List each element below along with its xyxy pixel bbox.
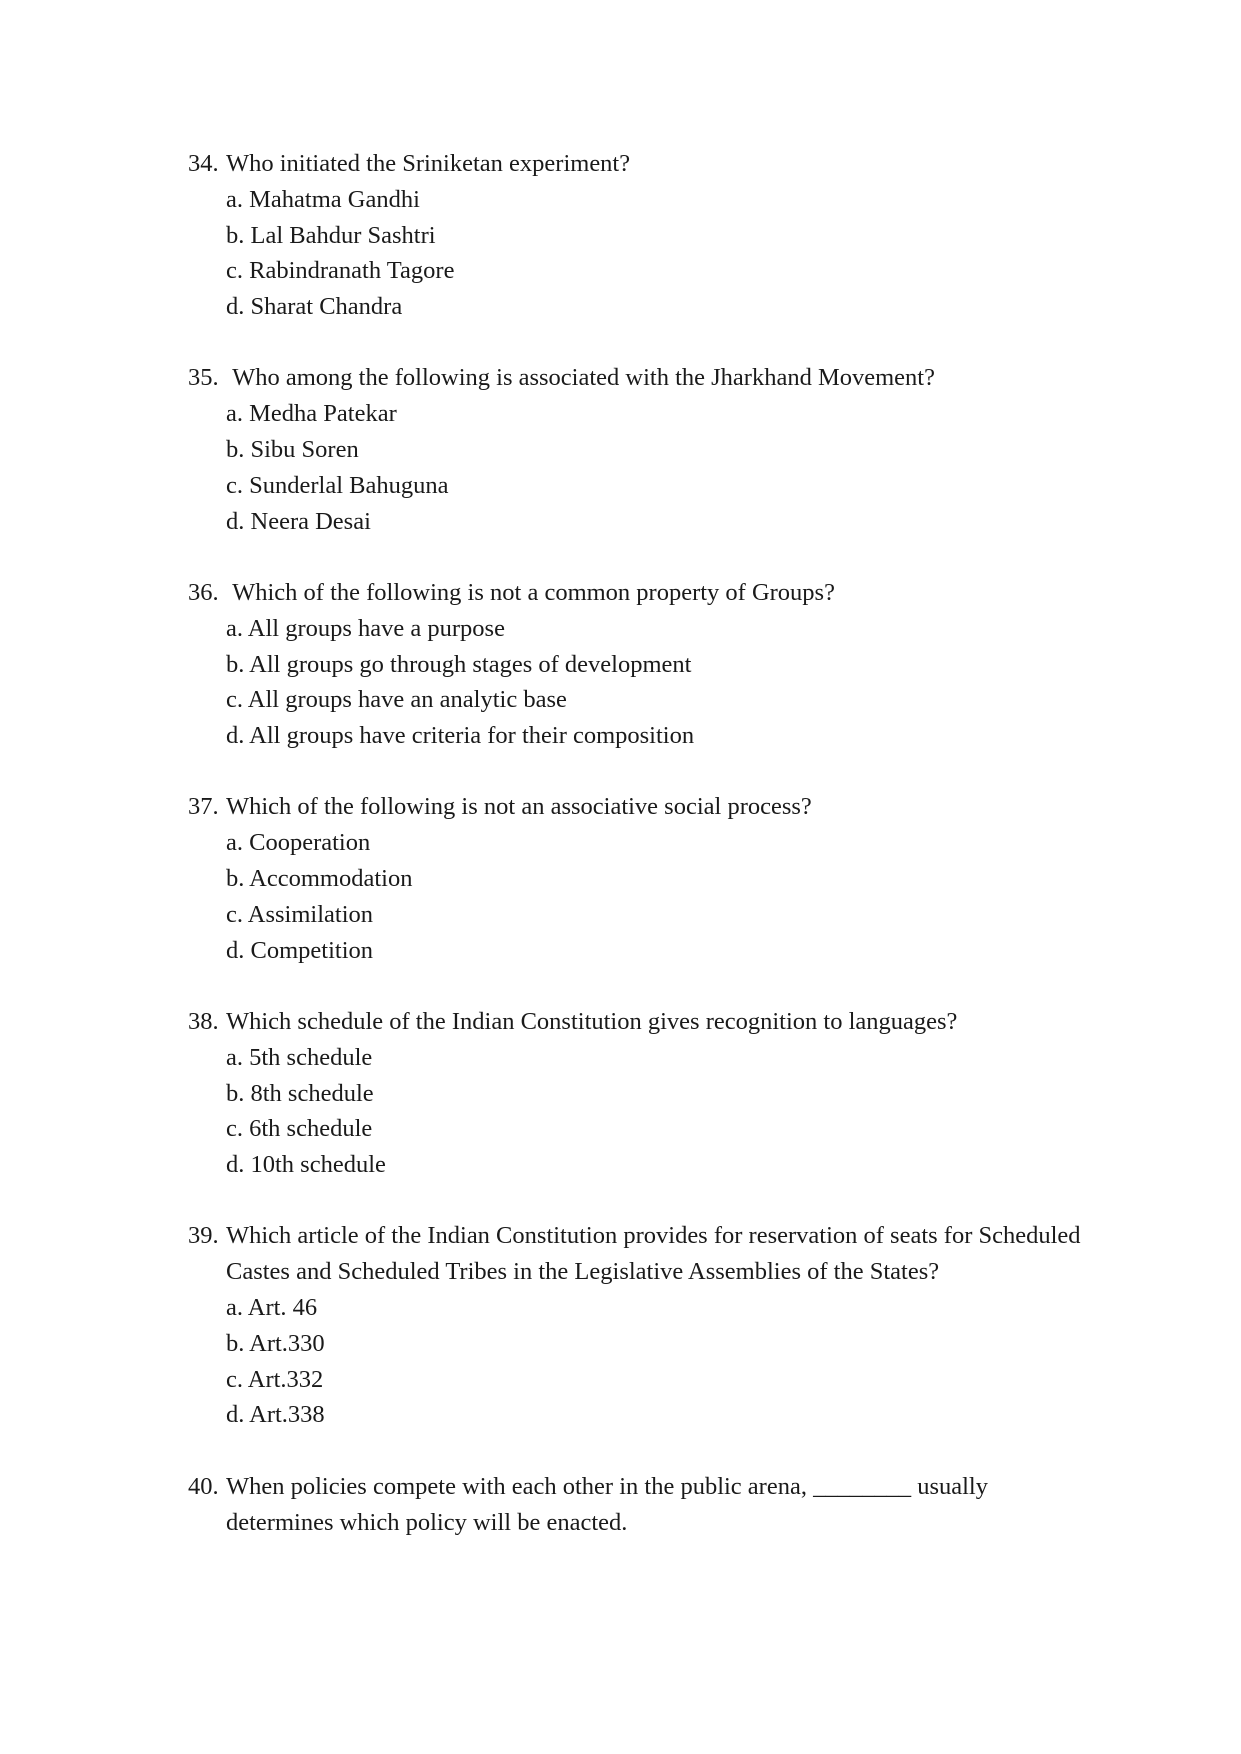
option-list bbox=[188, 1040, 1088, 1183]
answer-option: b. Sibu Soren bbox=[226, 436, 359, 464]
question-block bbox=[188, 575, 1088, 754]
answer-option: d. 10th schedule bbox=[226, 1151, 386, 1179]
question-row bbox=[188, 1004, 1088, 1040]
answer-option: a. Mahatma Gandhi bbox=[226, 185, 420, 213]
question-row bbox=[188, 146, 1088, 182]
question-text: Which of the following is not a common property of Groups? bbox=[226, 578, 835, 606]
answer-option: d. Sharat Chandra bbox=[226, 293, 403, 321]
question-number: 39. bbox=[188, 1222, 219, 1250]
answer-option: a. Art. 46 bbox=[226, 1294, 318, 1322]
option-list bbox=[188, 396, 1088, 539]
answer-option: c. Rabindranath Tagore bbox=[226, 257, 455, 285]
question-text: Who initiated the Sriniketan experiment? bbox=[226, 150, 631, 177]
question-number: 37. bbox=[188, 793, 219, 821]
answer-option: c. All groups have an analytic base bbox=[226, 686, 567, 714]
answer-option: b. Art.330 bbox=[226, 1329, 325, 1357]
answer-option: d. Art.338 bbox=[226, 1401, 325, 1429]
question-row bbox=[188, 1469, 1088, 1541]
answer-option: c. Assimilation bbox=[226, 900, 373, 928]
question-block bbox=[188, 360, 1088, 539]
option-list bbox=[188, 825, 1088, 968]
question-number: 34. bbox=[188, 150, 219, 177]
question-text: Which article of the Indian Constitution provides for reservation of seats for Scheduled Castes and Scheduled Tribes in the Legislative Assemblies of the States? bbox=[226, 1222, 1087, 1286]
question-number: 40. bbox=[188, 1472, 219, 1500]
answer-option: c. Sunderlal Bahuguna bbox=[226, 471, 449, 499]
question-block bbox=[188, 1469, 1088, 1541]
question-list bbox=[188, 146, 1088, 1576]
question-number: 38. bbox=[188, 1007, 219, 1035]
option-list bbox=[188, 1290, 1088, 1433]
question-number: 35. bbox=[188, 364, 219, 392]
question-text: Which schedule of the Indian Constitution gives recognition to languages? bbox=[226, 1007, 958, 1035]
answer-option: b. 8th schedule bbox=[226, 1079, 374, 1107]
answer-option: c. 6th schedule bbox=[226, 1115, 373, 1143]
answer-option: a. Medha Patekar bbox=[226, 400, 397, 428]
option-list bbox=[188, 611, 1088, 754]
question-row bbox=[188, 789, 1088, 825]
question-row bbox=[188, 1218, 1088, 1290]
question-row bbox=[188, 360, 1088, 396]
answer-option: b. All groups go through stages of development bbox=[226, 650, 692, 678]
question-block bbox=[188, 1004, 1088, 1183]
answer-option: c. Art.332 bbox=[226, 1365, 324, 1393]
question-row bbox=[188, 575, 1088, 611]
question-number: 36. bbox=[188, 578, 219, 606]
answer-option: b. Lal Bahdur Sashtri bbox=[226, 221, 436, 249]
question-block bbox=[188, 789, 1088, 968]
question-block bbox=[188, 146, 1088, 325]
answer-option: d. All groups have criteria for their composition bbox=[226, 722, 695, 750]
answer-option: d. Neera Desai bbox=[226, 507, 371, 535]
question-text: When policies compete with each other in the public arena, ________ usually determines which policy will be enacted. bbox=[226, 1472, 995, 1536]
answer-option: d. Competition bbox=[226, 936, 373, 964]
question-text: Which of the following is not an associative social process? bbox=[226, 793, 812, 821]
option-list bbox=[188, 182, 1088, 325]
question-block bbox=[188, 1218, 1088, 1433]
answer-option: a. 5th schedule bbox=[226, 1043, 373, 1071]
question-text: Who among the following is associated with the Jharkhand Movement? bbox=[226, 364, 935, 392]
answer-option: a. All groups have a purpose bbox=[226, 614, 505, 642]
answer-option: a. Cooperation bbox=[226, 829, 371, 857]
answer-option: b. Accommodation bbox=[226, 865, 413, 893]
